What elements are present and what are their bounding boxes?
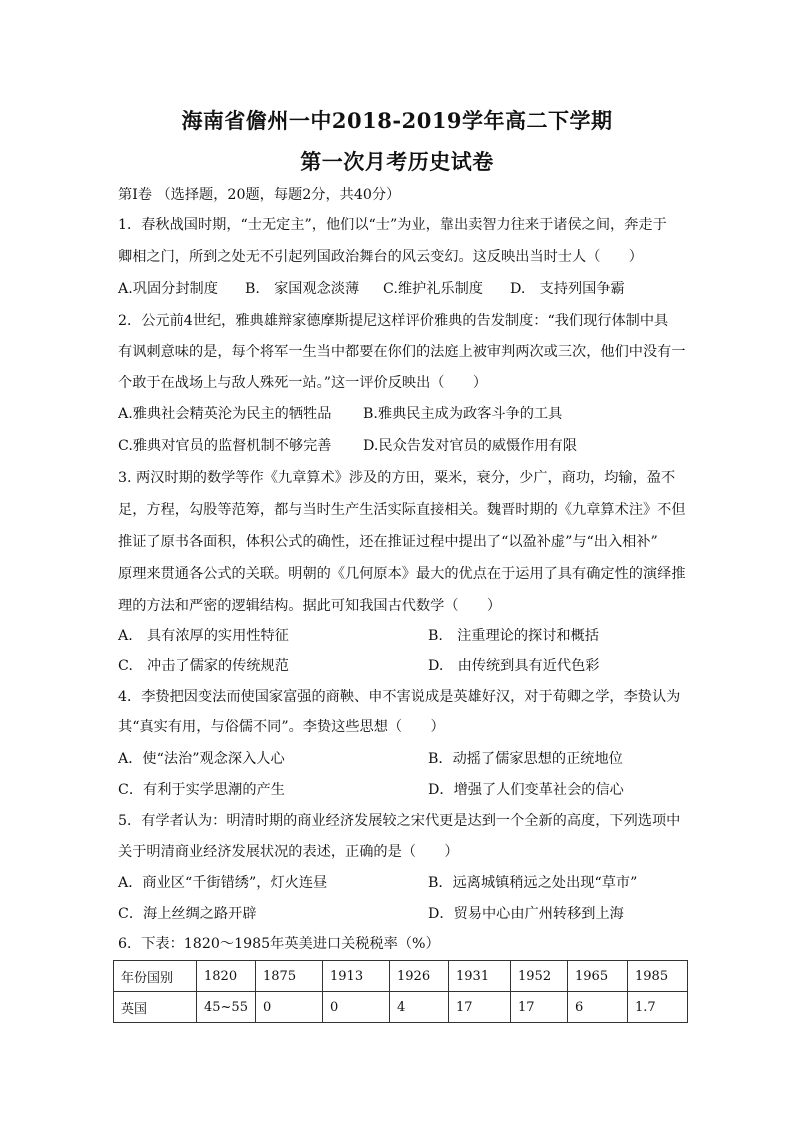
table-header-cell: 1985 xyxy=(628,961,688,992)
table-header-cell: 1952 xyxy=(511,961,568,992)
option-a[interactable]: A. 具有浓厚的实用性特征 xyxy=(118,628,289,644)
table-header-cell: 1926 xyxy=(390,961,449,992)
question-5-line-2: 关于明清商业经济发展状况的表述，正确的是（ ） xyxy=(118,844,459,860)
table-header-cell: 1931 xyxy=(449,961,511,992)
option-c[interactable]: C.维护礼乐制度 xyxy=(383,281,483,297)
table-header-cell: 1875 xyxy=(256,961,323,992)
option-d[interactable]: D．增强了人们变革社会的信心 xyxy=(428,782,624,798)
exam-subtitle: 第一次月考历史试卷 xyxy=(300,149,494,174)
option-d[interactable]: D.民众告发对官员的威慑作用有限 xyxy=(363,438,578,454)
option-b[interactable]: B．动摇了儒家思想的正统地位 xyxy=(428,751,623,767)
table-row xyxy=(114,992,688,1023)
section-heading: 第Ⅰ卷 （选择题，20题，每题2分，共40分） xyxy=(118,187,401,203)
table-header-cell: 1820 xyxy=(197,961,256,992)
table-cell: 0 xyxy=(323,992,390,1023)
question-5-line-1: 5．有学者认为：明清时期的商业经济发展较之宋代更是达到一个全新的高度，下列选项中 xyxy=(118,813,681,829)
question-2-line-3: 个敢于在战场上与敌人殊死一站。”这一评价反映出（ ） xyxy=(118,375,488,391)
question-3-line-1: 3. 两汉时期的数学等作《九章算术》涉及的方田，粟米，衰分，少广，商功，均输，盈不 xyxy=(118,470,676,486)
option-c[interactable]: C．海上丝绸之路开辟 xyxy=(118,906,257,922)
option-b[interactable]: B. 家国观念淡薄 xyxy=(245,281,360,297)
option-d[interactable]: D．贸易中心由广州转移到上海 xyxy=(428,906,624,922)
table-header-cell: 1965 xyxy=(568,961,628,992)
option-b[interactable]: B.雅典民主成为政客斗争的工具 xyxy=(363,406,563,422)
option-c[interactable]: C．有利于实学思潮的产生 xyxy=(118,782,285,798)
question-4-line-1: 4．李贽把因变法而使国家富强的商鞅、申不害说成是英雄好汉，对于荀卿之学，李贽认为 xyxy=(118,689,681,705)
option-d[interactable]: D. 由传统到具有近代色彩 xyxy=(428,658,600,674)
question-4-line-2: 其“真实有用，与俗儒不同”。李贽这些思想（ ） xyxy=(118,719,445,735)
question-1-line-1: 1．春秋战国时期，“士无定主”，他们以“士”为业，靠出卖智力往来于诸侯之间，奔走于 xyxy=(118,217,667,233)
question-6-line-1: 6．下表：1820～1985年英美进口关税税率（%） xyxy=(118,936,440,952)
question-3-line-3: 推证了原书各面积，体积公式的确性，还在推证过程中提出了“以盈补虚”与“出入相补” xyxy=(118,534,658,550)
option-a[interactable]: A.雅典社会精英沦为民主的牺牲品 xyxy=(118,406,332,422)
question-1-line-2: 卿相之门，所到之处无不引起列国政治舞台的风云变幻。这反映出当时士人（ ） xyxy=(118,249,643,265)
table-cell: 6 xyxy=(568,992,628,1023)
table-header-row xyxy=(114,961,688,992)
question-3-line-5: 理的方法和严密的逻辑结构。据此可知我国古代数学（ ） xyxy=(118,598,502,614)
table-cell: 17 xyxy=(449,992,511,1023)
table-header-cell: 1913 xyxy=(323,961,390,992)
table-cell: 17 xyxy=(511,992,568,1023)
table-header-cell: 年份国别 xyxy=(114,961,197,992)
table-cell: 45~55 xyxy=(197,992,256,1023)
option-c[interactable]: C. 冲击了儒家的传统规范 xyxy=(118,658,289,674)
option-b[interactable]: B. 注重理论的探讨和概括 xyxy=(428,628,599,644)
question-3-line-2: 足，方程，勾股等范筹，都与当时生产生活实际直接相关。魏晋时期的《九章算术注》不但 xyxy=(118,502,686,518)
table-cell: 英国 xyxy=(114,992,197,1023)
question-3-line-4: 原理来贯通各公式的关联。明朝的《几何原本》最大的优点在于运用了具有确定性的演绎推 xyxy=(118,566,686,582)
exam-title: 海南省儋州一中2018-2019学年高二下学期 xyxy=(181,108,613,133)
question-2-line-1: 2．公元前4世纪，雅典雄辩家德摩斯提尼这样评价雅典的告发制度：“我们现行体制中具 xyxy=(118,313,669,329)
table-cell: 4 xyxy=(390,992,449,1023)
option-c[interactable]: C.雅典对官员的监督机制不够完善 xyxy=(118,438,332,454)
question-2-line-2: 有讽刺意味的是，每个将军一生当中都要在你们的法庭上被审判两次或三次，他们中没有一 xyxy=(118,344,686,360)
option-a[interactable]: A．使“法治”观念深入人心 xyxy=(118,751,285,767)
table-cell: 1.7 xyxy=(628,992,688,1023)
option-d[interactable]: D. 支持列国争霸 xyxy=(510,281,625,297)
option-a[interactable]: A．商业区“千街错绣”，灯火连昼 xyxy=(118,875,328,891)
tariff-table xyxy=(113,960,688,1023)
option-a[interactable]: A.巩固分封制度 xyxy=(118,281,218,297)
table-cell: 0 xyxy=(256,992,323,1023)
option-b[interactable]: B．远离城镇稍远之处出现“草市” xyxy=(428,875,638,891)
